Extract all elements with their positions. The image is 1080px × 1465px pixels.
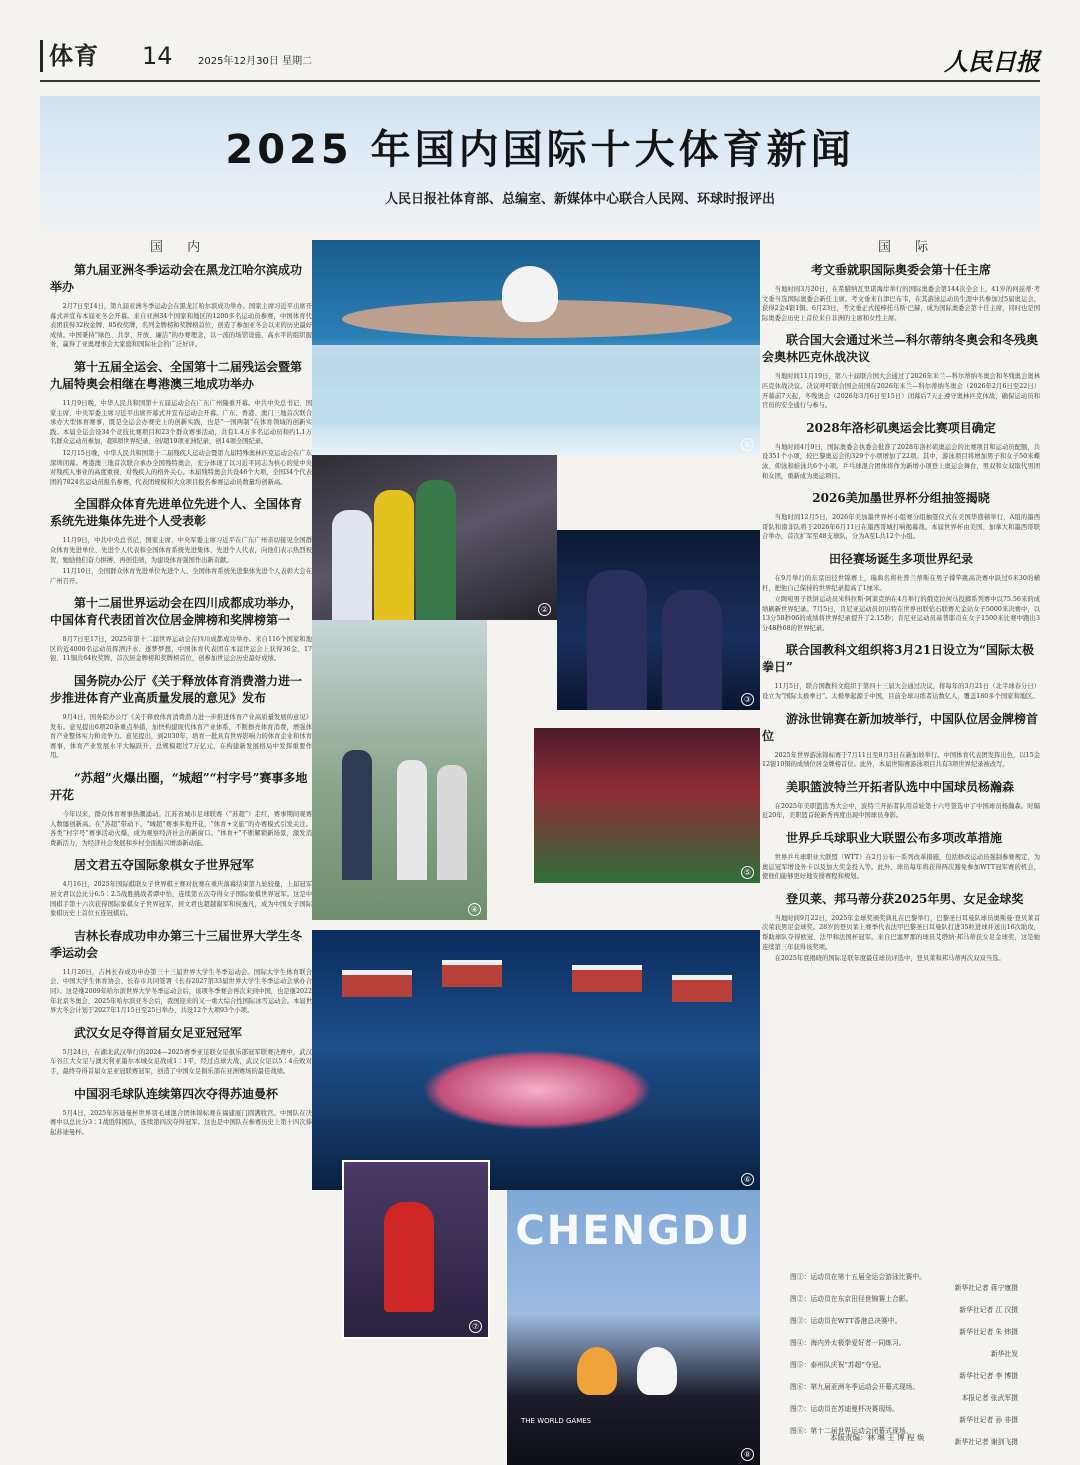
article-headline: 武汉女足夺得首届女足亚冠冠军 [74, 1025, 243, 1040]
athlete-figure [332, 510, 372, 620]
person-figure [397, 760, 427, 880]
article [50, 595, 312, 664]
article-headline: 考文垂就职国际奥委会第十任主席 [810, 263, 991, 277]
credit-caption: 图⑦：运动员在苏迪曼杯决赛现场。 [790, 1405, 899, 1413]
masthead-rule [40, 80, 1040, 82]
article [50, 359, 312, 487]
article [50, 673, 312, 761]
article-headline: 中国羽毛球队连续第四次夺得苏迪曼杯 [74, 1086, 279, 1101]
credit-photographer: 新华社记者 蒋宁康摄 [954, 1284, 1018, 1292]
article [762, 490, 1040, 542]
credit-caption: 图⑧：第十二届世界运动会闭幕式现场。 [790, 1427, 913, 1435]
article-paragraph: 当地时间9月22日，2025年金球奖颁奖典礼在巴黎举行，巴黎圣日耳曼队球员奥斯曼·登贝莱首次荣获男足金球奖。28岁的登贝莱上赛季代表法甲巴黎圣日耳曼队打进35粒进球并送出16次助攻，帮助球队夺得欧冠、法甲和法国杯冠军。来自巴塞罗那的球员艾塔纳·邦马蒂获女足金球奖，这是她连续第三年获得该奖项。 [762, 914, 1040, 951]
article-headline: 第九届亚洲冬季运动会在黑龙江哈尔滨成功举办 [50, 263, 303, 294]
swimmer-cap [502, 266, 558, 322]
article-paragraph: 当地时间3月20日，在希腊纳瓦里诺海岸举行的国际奥委会第144次全会上，41岁的何兹蒂·考文垂当选国际奥委会新任主席。考文垂来自津巴布韦，在其游泳运动员生涯中共参加过5届奥运会，获得2金4银1铜。6月23日，考文垂正式接棒托马斯·巴赫，成为国际奥委会第十任主席，同时也是国际奥委会历史上首位来自非洲的主席和女性主席。 [762, 286, 1040, 322]
credit-photographer: 新华社记者 孙 非摄 [959, 1416, 1018, 1424]
article [50, 1086, 312, 1138]
article-paragraph: 8月7日至17日，2025年第十二届世界运动会在四川成都成功举办。来自116个国家和地区的近4000名运动员挥洒汗水、逐梦梦想，中国体育代表团在本届世运会上获得36金、17银、11铜共64枚奖牌，首次居金牌榜和奖牌榜首位，创参加世运会历史最好成绩。 [50, 636, 312, 663]
article-headline: 游泳世锦赛在新加坡举行，中国队位居金牌榜首位 [762, 711, 1039, 743]
water-splash [312, 345, 760, 425]
photo-number: ③ [741, 693, 754, 706]
article-paragraph: 11月10日，全国群众体育先进单位先进个人、全国体育系统先进集体先进个人表彰大会在广州召开。 [50, 568, 312, 585]
article [762, 711, 1040, 770]
snow-house [442, 960, 502, 987]
photo-swimmer [312, 240, 760, 455]
article-headline: “苏超”火爆出圈，“城超”“村字号”赛事多地开花 [50, 771, 308, 803]
article [50, 262, 312, 350]
article [762, 332, 1040, 410]
international-column [762, 262, 1040, 973]
credit-caption: 图⑥：第九届亚洲冬季运动会开幕式现场。 [790, 1383, 920, 1391]
chengdu-lettering: CHENGDU [515, 1208, 752, 1254]
photo-su-chao-celebration [534, 728, 760, 883]
credit-caption: 图②：运动员在东京田径世锦赛上合影。 [790, 1295, 913, 1303]
performer-ring [422, 1050, 652, 1130]
photo-number: ⑥ [741, 1173, 754, 1186]
player-figure [662, 590, 722, 710]
world-games-logo: THE WORLD GAMES [521, 1417, 592, 1425]
photo-tai-chi [312, 620, 487, 920]
article-headline: 第十二届世界运动会在四川成都成功举办，中国体育代表团首次位居金牌榜和奖牌榜第一 [50, 596, 303, 628]
article-headline: 美职篮波特兰开拓者队选中中国球员杨瀚森 [786, 779, 1015, 794]
article-paragraph: 9月4日，国务院办公厅《关于释放体育消费潜力进一步推进体育产业高质量发展的意见》发布。意见提出6项20条重点举措，加快构建现代体育产业体系，不断擦亮体育消费，增强体育产业整体实力和竞争力。意见提出，到2030年，培育一批具有世界影响力的体育企业和体育赛事，体育产业发展水平大幅跃升，总规模超过7万亿元，在构建新发展格局中发挥重要作用。 [50, 714, 312, 760]
article-paragraph: 12月15日晚，中华人民共和国第十二届残疾人运动会暨第九届特殊奥林匹克运动会在广东深圳闭幕。粤港澳三地首次联合承办全国残特奥会，充分体现了以习近平同志为核心的党中央对残疾人事业的高度重视、对残疾人的格外关心。本届残特奥会共设46个大项，全国34个代表团的7824名运动员报名参赛，代表团规模和大众项目报名参赛运动员数量均创新高。 [50, 449, 312, 486]
article-paragraph: 在9月举行的东京田径世锦赛上，瑞典名将杜普兰蒂斯在男子撑竿跳高决赛中跃过6米30的横杆，把他自己保持的世界纪录提高了1厘米。 [762, 574, 1040, 592]
hero-banner [40, 96, 1040, 231]
photo-number: ② [538, 603, 551, 616]
article-paragraph: 11月26日，吉林长春成功申办第三十三届世界大学生冬季运动会。国际大学生体育联合会、中国大学生体育协会、长春市共同签署《长春2027第33届世界大学生冬季运动会承办合同》。这是继2009年哈尔滨世界大学冬季运动会后，该项冬季赛会再次来到中国，也是继2022年北京冬奥会、2025年哈尔滨亚冬会后，我国迎来的又一重大综合性国际冰雪运动会。本届世界大冬会计划于2027年1月15日至25日举办，共设12个大项93个小项。 [50, 968, 312, 1015]
article [762, 830, 1040, 882]
article-paragraph: 立陶宛男子铁饼运动员米科拉斯·阿莱克纳在4月举行的俄克拉何马投掷系列赛中以75.56米的成绩刷新世界纪录。7月5日，肯尼亚运动员切贝特在世界田联钻石联赛尤金站女子5000米决赛中，以13分58秒06的成绩将世界纪录提升了2.15秒；肯尼亚运动员基普耶贡在女子1500米比赛中跑出3分48秒68的世界纪录。 [762, 596, 1040, 632]
snow-house [342, 970, 412, 997]
article-paragraph: 4月16日，2025年国际棋联女子世界棋王赛对抗赛在重庆落幕结束第九轮较量，上届冠军居文君以总比分6.5∶2.5战胜挑战者谭中怡，连续第五次夺得女子国际象棋世界冠军。这是中国棋手第十六次获得国际象棋女子世界冠军，居文君也超越谢军和侯逸凡，成为中国女子国际象棋历史上首位五连冠棋后。 [50, 881, 312, 918]
player-figure [384, 1202, 434, 1312]
article [50, 770, 312, 848]
photo-badminton-player [342, 1160, 490, 1339]
credit-photographer: 新华社记者 江 汉摄 [959, 1306, 1018, 1314]
photo-opening-ceremony [312, 930, 760, 1190]
athlete-figure [374, 490, 414, 620]
photo-number: ⑧ [741, 1448, 754, 1461]
credit-caption: 图④：海内外太极拳爱好者一同练习。 [790, 1339, 906, 1347]
international-section-label: 国 际 [878, 240, 939, 255]
article-headline: 国务院办公厅《关于释放体育消费潜力进一步推进体育产业高质量发展的意见》发布 [50, 674, 303, 706]
page-title: 2025 年国内国际十大体育新闻 [225, 127, 855, 173]
article-headline: 吉林长春成功申办第三十三届世界大学生冬季运动会 [50, 928, 303, 960]
credit-photographer: 新华社发 [990, 1350, 1018, 1358]
domestic-column [50, 262, 312, 1146]
photo-credits [790, 1272, 1040, 1448]
person-figure [342, 750, 372, 880]
issue-date: 2025年12月30日 星期二 [198, 56, 313, 67]
photo-number: ⑦ [469, 1320, 482, 1333]
article-paragraph: 当地时间12月5日，2026年美加墨世界杯小组赛分组抽签仪式在美国华盛顿举行，A组的墨西哥队和南非队将于2026年6月11日在墨西哥城打响揭幕战。本届世界杯由美国、加拿大和墨西哥联合举办，首次扩军至48支球队，分为A至L共12个小组。 [762, 514, 1040, 541]
article-headline: 田径赛场诞生多项世界纪录 [828, 551, 973, 566]
snow-house [572, 965, 642, 992]
article-paragraph: 11月5日，联合国教科文组织于第四十三届大会通过决议，将每年的3月21日（北半球春分日）设立为“国际太极拳日”。太极拳起源于中国，目前全球习练者达数亿人，覆盖180多个国家和地区。 [762, 683, 1040, 701]
article [762, 642, 1040, 701]
article [762, 420, 1040, 481]
photo-number: ④ [468, 903, 481, 916]
domestic-section-label: 国 内 [150, 240, 211, 255]
article-headline: 2028年洛杉矶奥运会比赛项目确定 [806, 420, 996, 435]
article-paragraph: 2025年世界游泳锦标赛于7月11日至8月3日在新加坡举行。中国体育代表团发挥出色，以15金12银10铜的成绩位居金牌榜首位。此外，本届世锦赛游泳项目共有3项世界纪录被改写。 [762, 751, 1040, 769]
article-paragraph: 在2025年美职篮选秀大会中，波特兰开拓者队用首轮第十六号签选中了中国球员杨瀚森。时隔近20年，美职篮首轮新秀再度出现中国球员身影。 [762, 802, 1040, 820]
article-headline: 居文君五夺国际象棋女子世界冠军 [74, 858, 255, 873]
photo-number: ① [741, 438, 754, 451]
snow-house [672, 975, 732, 1002]
credit-photographer: 新华社记者 谢剑飞摄 [954, 1438, 1018, 1446]
article-paragraph: 当地时间11月19日，第八十届联合国大会通过了2026年米兰—科尔蒂纳冬奥会和冬残奥会奥林匹克休战决议。决议呼吁联合国会员国在2026年米兰—科尔蒂纳冬奥会（2026年2月6日至22日）开幕前7天起，冬残奥会（2026年3月6日至15日）闭幕后7天止遵守奥林匹克休战，确保运动员和官员的安全通行与参与。 [762, 373, 1040, 410]
article-headline: 全国群众体育先进单位先进个人、全国体育系统先进集体先进个人受表彰 [50, 497, 303, 529]
photo-athletes-selfie [312, 455, 557, 620]
newspaper-logo: 人民日报 [944, 47, 1040, 76]
article-paragraph: 11月9日，中共中央总书记、国家主席、中央军委主席习近平在广东广州亲切接见全国群众体育先进单位、先进个人代表和全国体育系统先进集体、先进个人代表，向他们表示热烈祝贺，勉励他们奋力拼搏、再创佳绩，为建设体育强国作出新贡献。 [50, 537, 312, 564]
article [762, 551, 1040, 634]
article [762, 779, 1040, 821]
credit-photographer: 新华社记者 李 博摄 [959, 1372, 1018, 1380]
credit-photographer: 新华社记者 朱 炜摄 [959, 1328, 1018, 1336]
article [50, 857, 312, 918]
masthead [40, 40, 1040, 76]
article [762, 262, 1040, 323]
article [50, 496, 312, 586]
credit-caption: 图③：运动员在WTT香港总决赛中。 [790, 1317, 902, 1325]
article-paragraph: 当地时间4月9日，国际奥委会执委会批准了2028年洛杉矶奥运会的比赛项目和运动员配额，共设351个小项，较巴黎奥运会的329个小项增加了22项。其中，游泳项目将增加男子和女子50米蝶泳、仰泳和蛙泳共6个小项。乒乓球混合团体将作为新增小项登上奥运会舞台，男双和女双取代男团和女团，重新成为奥运项目。 [762, 443, 1040, 480]
credit-photographer: 本报记者 张武军摄 [961, 1394, 1018, 1402]
article-headline: 登贝莱、邦马蒂分获2025年男、女足金球奖 [786, 891, 1024, 906]
person-figure [437, 765, 467, 880]
photo-collage [312, 240, 760, 1465]
article-paragraph: 11月9日晚，中华人民共和国第十五届运动会在广东广州隆重开幕。中共中央总书记、国家主席、中央军委主席习近平出席开幕式并宣布运动会开幕。广东、香港、澳门三地首次联合承办大型体育赛事，既是全运会办赛史上的创新实践，也是“一国两制”在体育领域的创新实践。本届全运会设34个竞技比赛项目和23个群众赛事活动，共有1.4万多名运动员和约1.1万名群众运动员参加，超8项世界纪录、创/超19项亚洲纪录、创14项全国纪录。 [50, 399, 312, 446]
article-headline: 联合国大会通过米兰—科尔蒂纳冬奥会和冬残奥会奥林匹克休战决议 [762, 333, 1039, 365]
player-figure [587, 570, 647, 710]
article [50, 1025, 312, 1077]
article-paragraph: 2月7日至14日，第九届亚洲冬季运动会在黑龙江哈尔滨成功举办。国家主席习近平出席开幕式并宣布本届亚冬会开幕。来自亚洲34个国家和地区的1200多名运动员参赛，中国体育代表团获得32枚金牌、85枚奖牌，名列金牌榜和奖牌榜首位，创造了参加亚冬会以来的历史最好成绩。中国秉持“绿色、共享、开放、廉洁”的办赛理念，以一流的场馆设施、高水平的组织服务，赢得了亚奥理事会大家庭和国际社会的广泛好评。 [50, 303, 312, 349]
credit-caption: 图①：运动员在第十五届全运会游泳比赛中。 [790, 1273, 926, 1281]
article [50, 928, 312, 1016]
photo-table-tennis [557, 530, 760, 710]
article-paragraph: 世界乒乓球职业大联盟（WTT）在2月公布一系列改革措施，包括修改运动员强制参赛规定、为奥运冠军增设外卡以及加大奖金投入等。此外，球员每年将获得两次豁免参加WTT冠军赛的机会，使他们能够更好地安排赛程和规划。 [762, 854, 1040, 881]
panda-mascot [637, 1347, 677, 1395]
section-title: 体育 [40, 40, 99, 72]
photo-number: ⑤ [741, 866, 754, 879]
article [762, 891, 1040, 964]
article-headline: 世界乒乓球职业大联盟公布多项改革措施 [786, 831, 1003, 846]
article-paragraph: 5月4日，2025年苏迪曼杯世界羽毛球混合团体锦标赛在福建厦门圆满收官。中国队在决赛中以总比分3∶1战胜韩国队，连续第四次夺得冠军。这也是中国队在参赛历史上第十四次捧起苏迪曼杯。 [50, 1109, 312, 1136]
athlete-figure [416, 480, 456, 620]
photo-world-games-closing [507, 1190, 760, 1465]
page-subtitle: 人民日报社体育部、总编室、新媒体中心联合人民网、环球时报评出 [384, 192, 775, 207]
credit-caption: 图⑤：泰州队庆祝“苏超”夺冠。 [790, 1361, 886, 1369]
article-headline: 第十五届全运会、全国第十二届残运会暨第九届特奥会相继在粤港澳三地成功举办 [50, 359, 303, 391]
mascot-figure [577, 1347, 617, 1395]
article-paragraph: 今年以来，群众体育赛事热潮涌动。江苏省城市足球联赛（“苏超”）走红，赛事期间观赛人数屡创新高。在“苏超”带动下，“城超”赛事多地开花，“体育+文旅”的办赛模式引发关注。各类“村字号”赛事活动火爆，成为观察经济社会的新窗口。“体育+”不断解锁新场景，激发消费新活力，为经济社会发展和乡村全面振兴增添新动能。 [50, 811, 312, 847]
article-headline: 联合国教科文组织将3月21日设立为“国际太极拳日” [762, 643, 1034, 675]
page-editors: 本版责编：林 琳 王 博 程 焕 [830, 1433, 925, 1442]
article-paragraph: 在2025年底揭晓的国际足联年度最佳球员评选中，登贝莱和邦马蒂再次双双当选。 [774, 955, 1005, 963]
article-headline: 2026美加墨世界杯分组抽签揭晓 [812, 491, 990, 506]
page-number: 14 [142, 42, 173, 70]
article-paragraph: 5月24日，在湖北武汉举行的2024—2025赛季亚足联女足俱乐部冠军联赛决赛中，武汉车谷江大女足与澳大利亚墨尔本城女足战成1∶1平，经过点球大战，武汉女足以5∶4击败对手，最终夺得首届女足亚冠联赛冠军，创造了中国女足俱乐部在亚洲赛场的最佳战绩。 [50, 1048, 312, 1075]
